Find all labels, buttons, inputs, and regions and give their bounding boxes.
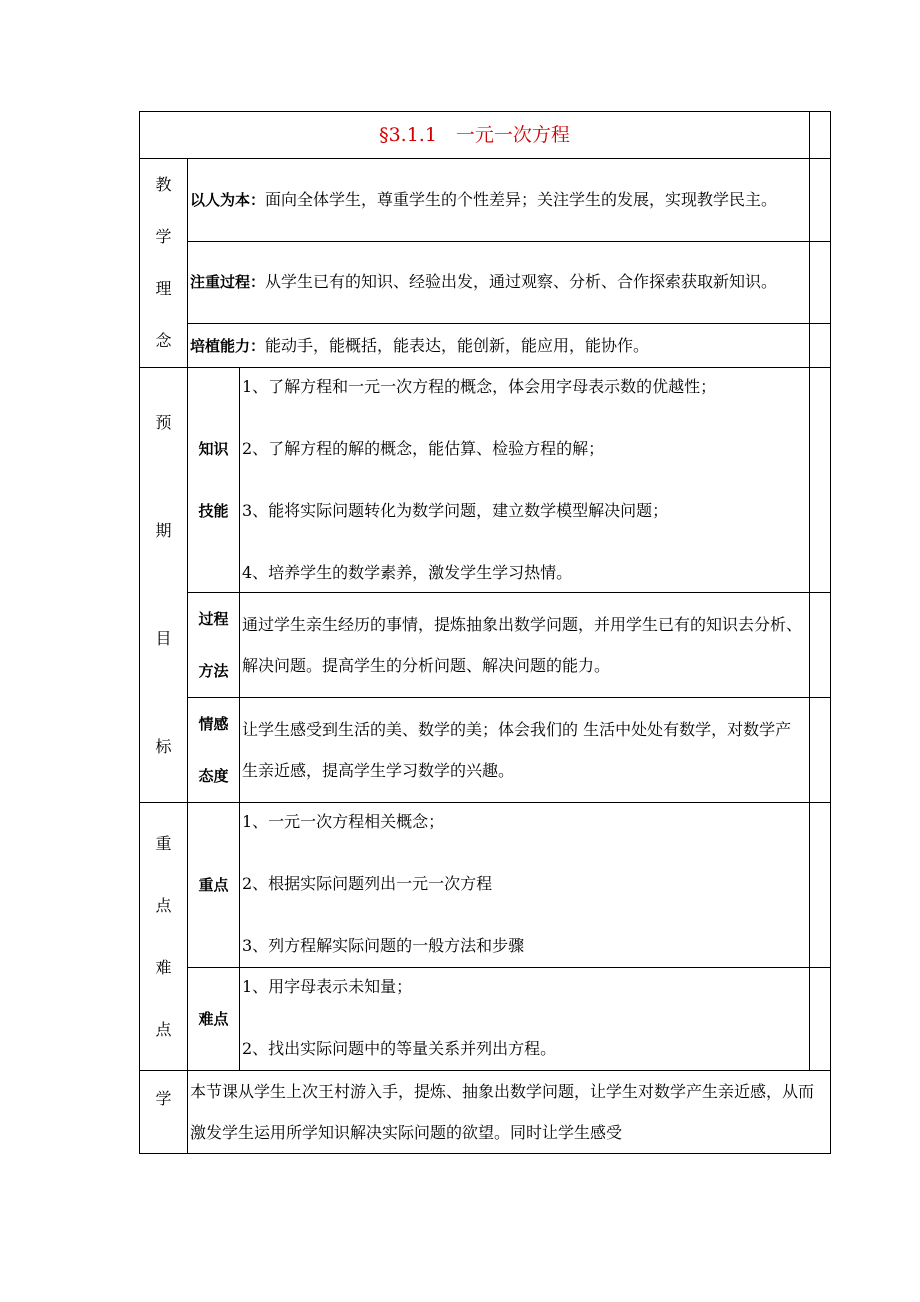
- list-item: 3、列方程解实际问题的一般方法和步骤: [242, 936, 525, 955]
- keypoints-key-row: [140, 803, 831, 968]
- analysis-row: [140, 1071, 831, 1154]
- key-point-label: 重点: [188, 803, 240, 968]
- list-item: 2、根据实际问题列出一元一次方程: [242, 874, 493, 893]
- process-method-label: 过程 方法: [188, 593, 240, 698]
- difficult-point-label: 难点: [188, 968, 240, 1071]
- list-item: 3、能将实际问题转化为数学问题，建立数学模型解决问题；: [242, 501, 669, 520]
- page-title: §3.1.1 一元一次方程: [140, 112, 810, 159]
- list-item: 2、找出实际问题中的等量关系并列出方程。: [242, 1039, 557, 1058]
- list-item: 1、一元一次方程相关概念；: [242, 812, 445, 831]
- analysis-text: 本节课从学生上次王村游入手，提炼、抽象出数学问题，让学生对数学产生亲近感，从而激发学生运用所学知识解决实际问题的欲望。同时让学生感受: [188, 1071, 831, 1154]
- list-item: 2、了解方程的解的概念，能估算、检验方程的解；: [242, 439, 605, 458]
- philosophy-category: 教 学 理 念: [140, 159, 188, 368]
- philosophy-item: 以人为本：面向全体学生，尊重学生的个性差异；关注学生的发展，实现教学民主。: [188, 159, 810, 242]
- philosophy-row-2: [140, 241, 831, 324]
- philosophy-item: 注重过程：从学生已有的知识、经验出发，通过观察、分析、合作探索获取新知识。: [188, 241, 810, 324]
- knowledge-skills-label: 知识 技能: [188, 368, 240, 593]
- goals-knowledge-row: [140, 368, 831, 593]
- list-item: 1、用字母表示未知量；: [242, 977, 413, 996]
- key-point-items: [240, 803, 810, 968]
- emotion-attitude-text: 让学生感受到生活的美、数学的美；体会我们的 生活中处处有数学，对数学产生亲近感，提高学生学习数学的兴趣。: [240, 698, 810, 803]
- philosophy-row-1: [140, 159, 831, 242]
- title-row: [140, 112, 831, 159]
- analysis-category: 学: [140, 1071, 188, 1154]
- emotion-attitude-label: 情感 态度: [188, 698, 240, 803]
- keypoints-category: 重 点 难 点: [140, 803, 188, 1071]
- philosophy-row-3: [140, 324, 831, 368]
- list-item: 1、了解方程和一元一次方程的概念，体会用字母表示数的优越性；: [242, 377, 717, 396]
- difficult-point-items: [240, 968, 810, 1071]
- lesson-plan-table: [139, 111, 831, 1154]
- knowledge-skills-items: [240, 368, 810, 593]
- goals-category: 预 期 目 标: [140, 368, 188, 803]
- keypoints-difficult-row: [140, 968, 831, 1071]
- list-item: 4、培养学生的数学素养，激发学生学习热情。: [242, 563, 573, 582]
- process-method-text: 通过学生亲生经历的事情，提炼抽象出数学问题，并用学生已有的知识去分析、解决问题。提高学生的分析问题、解决问题的能力。: [240, 593, 810, 698]
- goals-emotion-row: [140, 698, 831, 803]
- philosophy-item: 培植能力：能动手，能概括，能表达，能创新，能应用，能协作。: [188, 324, 810, 368]
- goals-process-row: [140, 593, 831, 698]
